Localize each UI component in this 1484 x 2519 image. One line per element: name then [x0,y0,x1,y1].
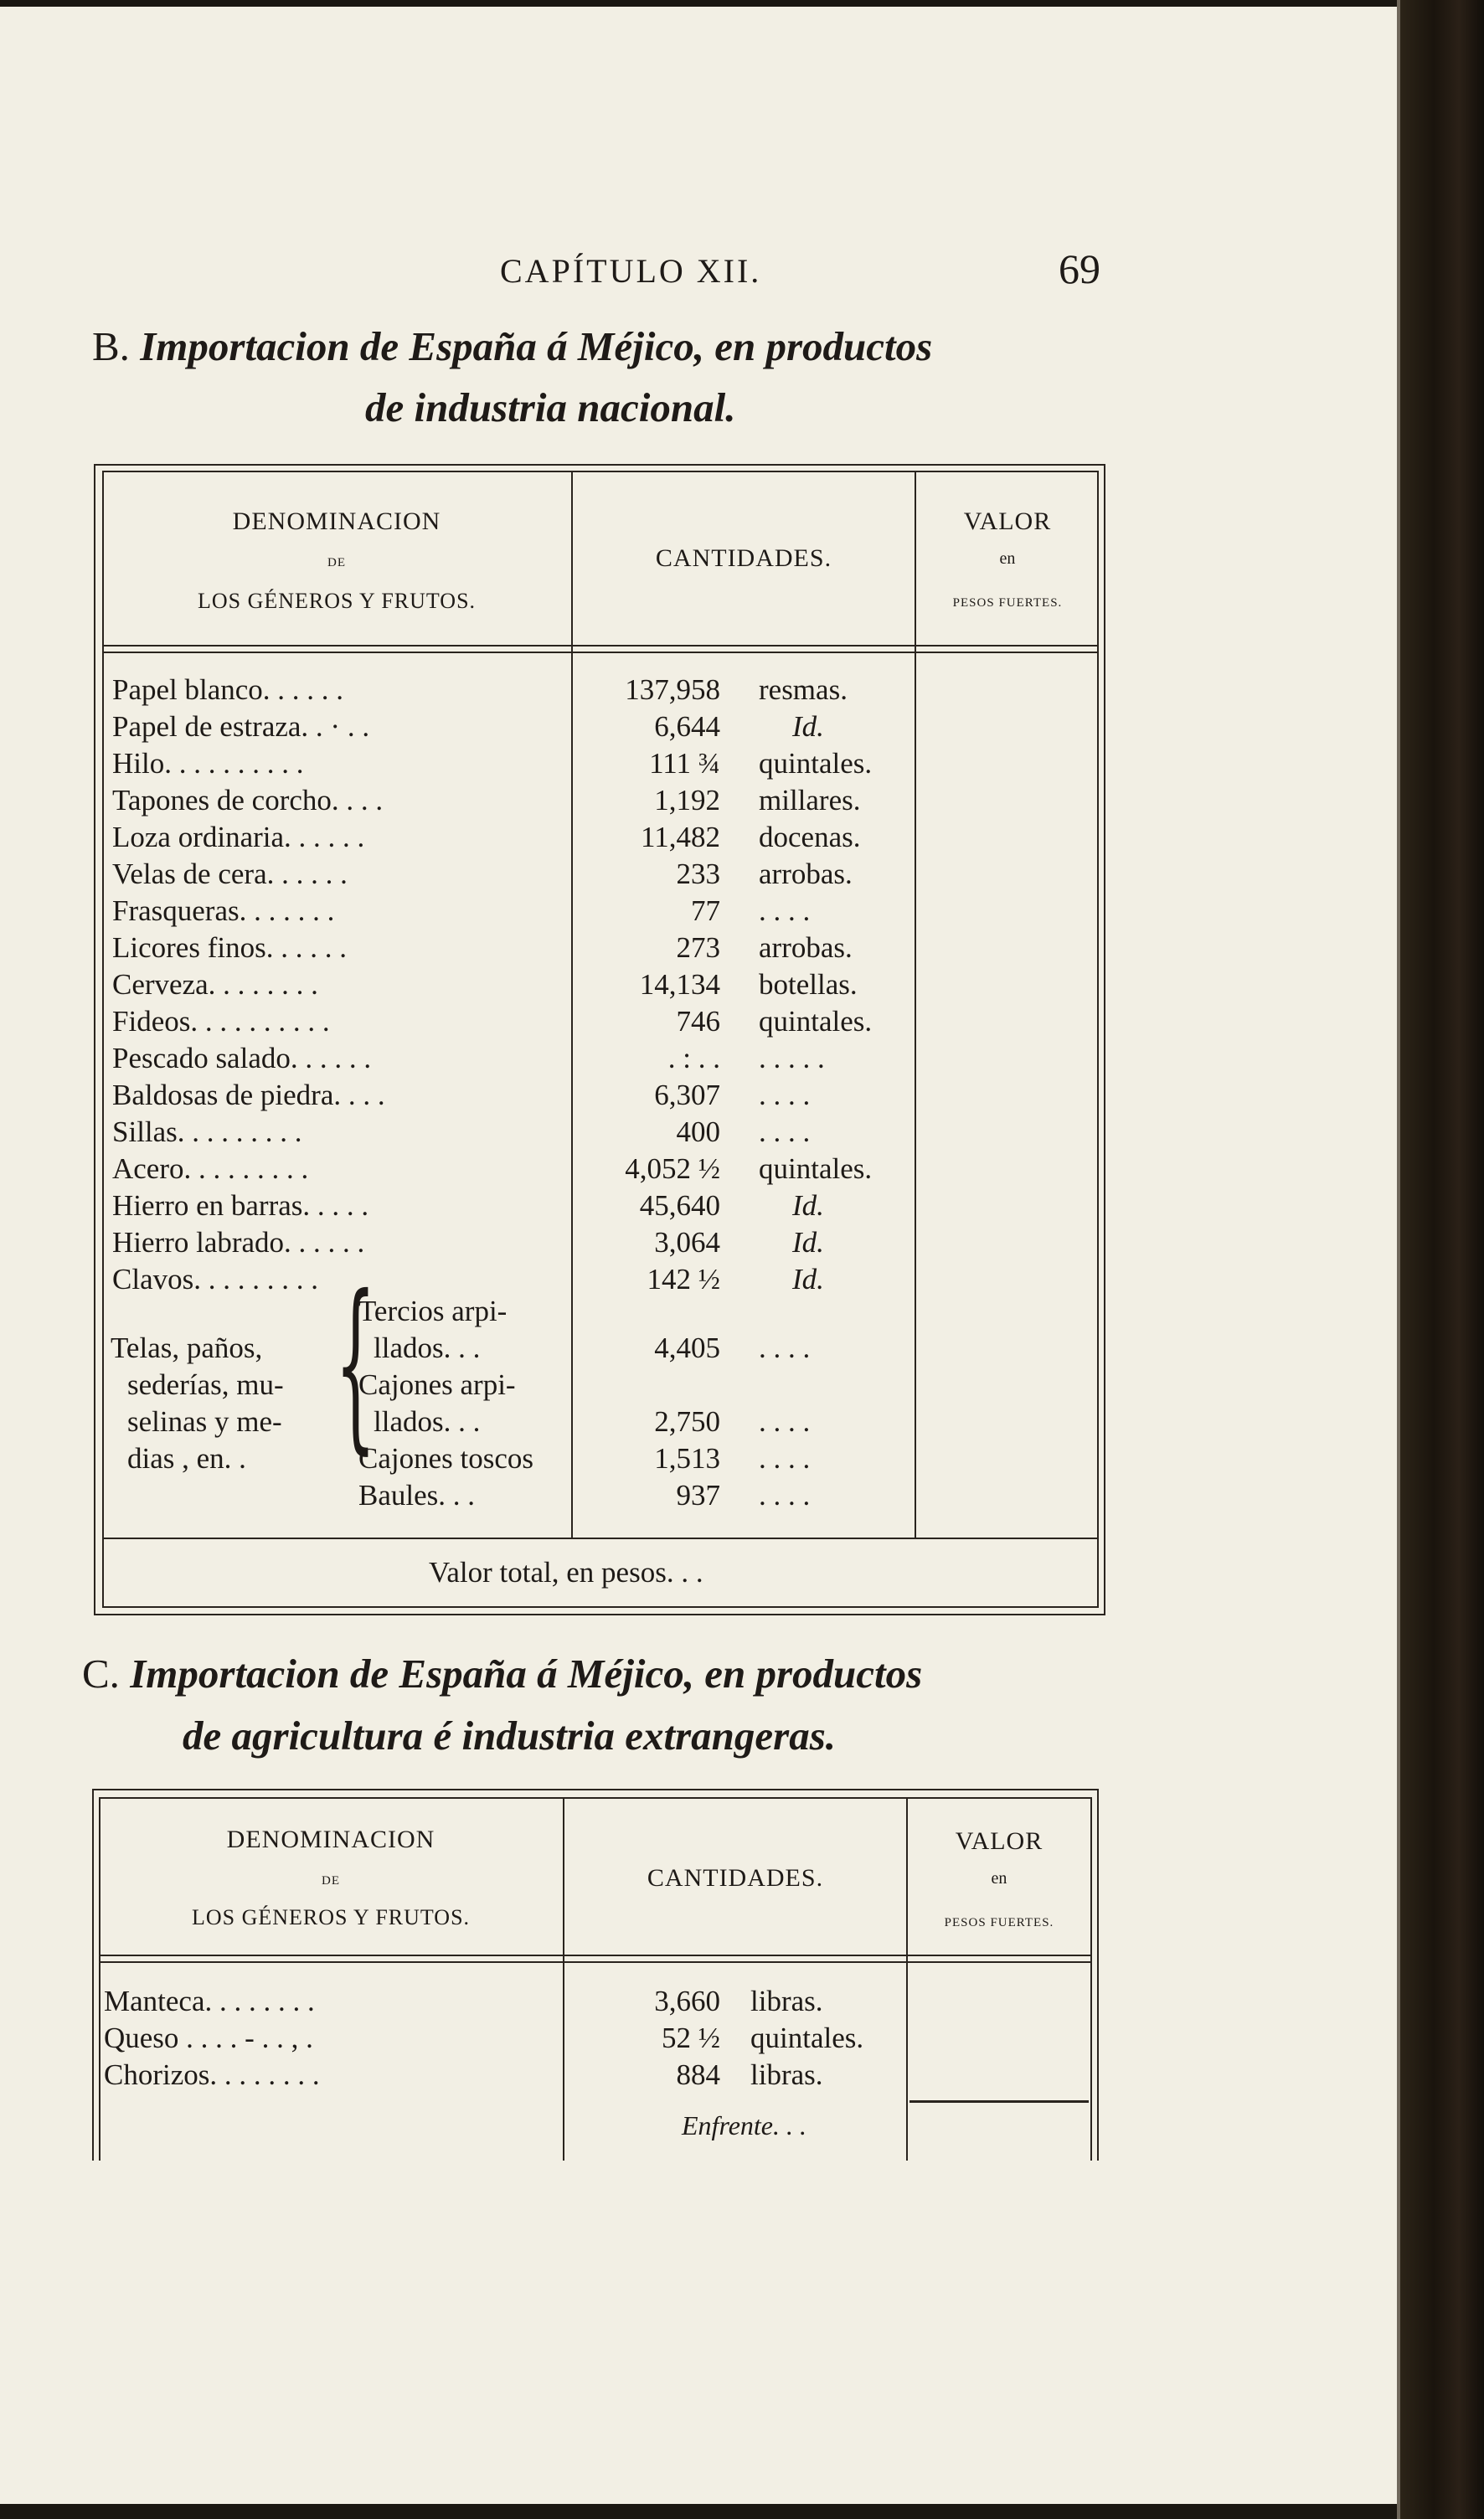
brace-sub-3-qty: 1,513 [654,1442,720,1475]
table-row-name: Papel de estraza. . · . . [112,710,370,743]
table-row-unit: . . . . . [759,1042,825,1074]
table-row-quantity: 746 [676,1005,720,1038]
table-row-name: Cerveza. . . . . . . . [112,968,318,1001]
table-row-unit: arrobas. [759,931,853,964]
table-c-header-valor: VALOR [955,1827,1043,1855]
table-row-name: Velas de cera. . . . . . [112,858,348,890]
brace-sub-3-unit: . . . . [759,1442,811,1475]
table-row-unit: . . . . [759,1115,811,1148]
table-row-quantity: 77 [691,894,720,927]
table-row-quantity: 1,192 [654,784,720,816]
brace-sub-1-label-2: llados. . . [374,1332,481,1364]
brace-sub-4-label: Baules. . . [358,1479,476,1512]
table-row-unit: millares. [759,784,861,816]
table-row-name: Licores finos. . . . . . [112,931,347,964]
table-row-name: Pescado salado. . . . . . [112,1042,372,1074]
table-row-name: Tapones de corcho. . . . [112,784,384,816]
table-row-quantity: 3,064 [654,1226,720,1259]
table-b-header-rule [102,645,1099,646]
table-row-name: Loza ordinaria. . . . . . [112,821,365,853]
table-row-unit: quintales. [759,747,873,780]
table-row-quantity: 273 [676,931,720,964]
table-c-header-generos: LOS GÉNEROS Y FRUTOS. [191,1905,471,1929]
table-row-unit: resmas. [759,673,848,706]
table-row-unit: quintales. [759,1152,873,1185]
table-row-name: Hilo. . . . . . . . . . [112,747,304,780]
table-row-unit: libras. [750,2058,823,2091]
table-c-header-en: en [991,1869,1007,1888]
brace-left-line-3: selinas y me- [127,1405,282,1438]
table-row-quantity: 6,644 [654,710,720,743]
brace-sub-4-qty: 937 [676,1479,720,1512]
brace-sub-1-qty: 4,405 [654,1332,720,1364]
table-c-header-pesos: PESOS FUERTES. [944,1916,1054,1929]
section-c-title-text: Importacion de España á Méjico, en productos [130,1651,923,1697]
table-c-subtotal-rule [909,2100,1089,2103]
section-c-letter: C. [82,1651,120,1697]
section-b-title-text: Importacion de España á Méjico, en productos [140,323,933,369]
table-b-header-pesos: PESOS FUERTES. [952,596,1063,610]
table-row-name: Papel blanco. . . . . . [112,673,344,706]
page-number: 69 [1059,245,1100,292]
table-row-unit: Id. [792,1189,824,1222]
table-row-quantity: 52 ½ [662,2022,720,2054]
table-row-unit: . . . . [759,894,811,927]
table-row-name: Chorizos. . . . . . . . [104,2058,320,2091]
table-row-quantity: 14,134 [639,968,720,1001]
table-row-unit: quintales. [759,1005,873,1038]
section-b-title-line2: de industria nacional. [365,384,736,430]
table-row-quantity: 3,660 [654,1985,720,2017]
table-row-name: Queso . . . . - . . , . [104,2022,313,2054]
table-b-header-generos: LOS GÉNEROS Y FRUTOS. [197,589,477,613]
section-b-letter: B. [92,323,130,369]
table-row-quantity: 400 [676,1115,720,1148]
table-row-unit: quintales. [750,2022,864,2054]
table-c-header-de: DE [322,1874,340,1888]
brace-sub-3-label: Cajones toscos [358,1442,534,1475]
table-row-name: Acero. . . . . . . . . [112,1152,309,1185]
table-c-left-outer [92,1789,94,2161]
brace-sub-2-unit: . . . . [759,1405,811,1438]
section-c-title-line1 [82,1650,922,1697]
table-row-unit: docenas. [759,821,861,853]
book-spine [1400,0,1484,2519]
table-row-unit: arrobas. [759,858,853,890]
curly-brace: { [335,1256,376,1471]
brace-sub-1-unit: . . . . [759,1332,811,1364]
table-c-carry-label: Enfrente. . . [682,2110,806,2140]
brace-sub-4-unit: . . . . [759,1479,811,1512]
table-c-right-inner [1090,1797,1092,2161]
brace-left-line-1: Telas, paños, [111,1332,263,1364]
table-row-quantity: 4,052 ½ [625,1152,720,1185]
table-b-total-rule [102,1538,1099,1539]
section-c-title-line2: de agricultura é industria extrangeras. [183,1713,837,1759]
table-c-top-rule [92,1789,1097,1790]
table-row-name: Fideos. . . . . . . . . . [112,1005,330,1038]
table-row-name: Hierro en barras. . . . . [112,1189,369,1222]
section-b-title-line1 [92,322,932,370]
table-row-quantity: . : . . [667,1042,720,1074]
table-c-col-divider-1 [563,1797,564,2161]
table-row-quantity: 142 ½ [647,1263,720,1296]
table-row-unit: Id. [792,1226,824,1259]
brace-left-line-4: dias , en. . [127,1442,246,1475]
table-row-name: Hierro labrado. . . . . . [112,1226,365,1259]
chapter-heading: CAPÍTULO XII. [500,252,762,290]
table-c-top-rule2 [99,1797,1090,1799]
table-row-quantity: 11,482 [641,821,720,853]
table-row-unit: . . . . [759,1079,811,1111]
table-c-header-cantidades: CANTIDADES. [647,1864,824,1892]
table-b-header-valor: VALOR [963,507,1052,535]
table-c-right-outer [1097,1789,1099,2161]
table-b-header-rule2 [102,652,1099,653]
table-b-header-en: en [999,549,1016,568]
table-row-unit: Id. [792,1263,824,1296]
brace-sub-2-label-2: llados. . . [374,1405,481,1438]
brace-left-line-2: sederías, mu- [127,1368,284,1401]
table-row-name: Baldosas de piedra. . . . [112,1079,385,1111]
table-b-header-cantidades: CANTIDADES. [655,544,832,572]
table-b-header-de: DE [327,556,346,569]
table-row-quantity: 111 ¾ [649,747,720,780]
brace-sub-1-label-1: Tercios arpi- [358,1295,508,1327]
table-b-total-label: Valor total, en pesos. . . [429,1556,703,1589]
table-row-name: Manteca. . . . . . . . [104,1985,315,2017]
table-row-quantity: 233 [676,858,720,890]
table-c-header-rule [99,1955,1090,1956]
table-row-quantity: 884 [676,2058,720,2091]
table-row-name: Sillas. . . . . . . . . [112,1115,302,1148]
table-b-col-divider-2 [915,471,916,1538]
table-row-unit: Id. [792,710,824,743]
brace-sub-2-label-1: Cajones arpi- [358,1368,516,1401]
table-row-name: Clavos. . . . . . . . . [112,1263,318,1296]
brace-sub-2-qty: 2,750 [654,1405,720,1438]
table-row-quantity: 45,640 [639,1189,720,1222]
table-row-unit: botellas. [759,968,858,1001]
table-b-col-divider-1 [571,471,573,1538]
table-c-header-rule2 [99,1961,1090,1963]
table-b-header-denominacion: DENOMINACION [232,507,441,535]
running-head [0,245,1397,301]
table-row-quantity: 137,958 [625,673,720,706]
table-row-quantity: 6,307 [654,1079,720,1111]
table-row-unit: libras. [750,1985,823,2017]
table-c-header-denominacion: DENOMINACION [226,1826,435,1853]
table-row-name: Frasqueras. . . . . . . [112,894,335,927]
